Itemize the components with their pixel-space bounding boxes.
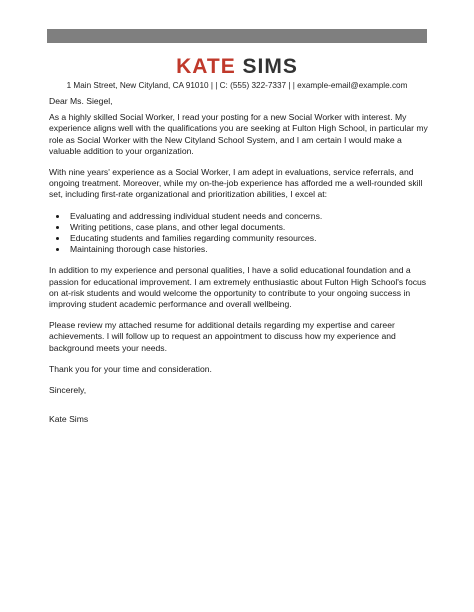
closing: Sincerely, (49, 385, 87, 396)
applicant-name (0, 54, 474, 80)
list-item: • Evaluating and addressing individual student needs and concerns. (68, 211, 431, 222)
contact-line: 1 Main Street, New Cityland, CA 91010 | | C: (555) 322-7337 | | example-email@example.com (66, 81, 408, 90)
paragraph-experience: With nine years' experience as a Social Worker, I am adept in evaluations, service referrals, and ongoing treatment. Moreover, while my on-the-job experience has afforded me a well-rounded skill set, including first-rate organizational and prioritization abilities, I excel at: (49, 167, 423, 200)
first-name: KATE (176, 55, 236, 78)
paragraph-intro: As a highly skilled Social Worker, I read your posting for a new Social Worker with interest. My experience aligns well with the qualifications you are seeking at Fulton High School, in particular my role as Social Worker with the New Cityland School System, and I am certain I would make a valuable addition to your organization. (49, 112, 428, 156)
header-bar (47, 29, 427, 43)
skills-list (49, 211, 431, 256)
list-item: • Writing petitions, case plans, and other legal documents. (68, 222, 431, 233)
paragraph-thanks: Thank you for your time and consideration. (49, 363, 212, 374)
paragraph-education: In addition to my experience and personal qualities, I have a solid educational foundation and a passion for educational improvement. I am extremely enthusiastic about Fulton High School's focus on at-risk students and would welcome the opportunity to contribute to your ongoing success in improving student academic performance and overall wellbeing. (49, 265, 427, 310)
last-name: SIMS (242, 55, 298, 78)
list-item: • Educating students and families regarding community resources. (68, 233, 431, 244)
signature: Kate Sims (49, 414, 89, 425)
salutation: Dear Ms. Siegel, (49, 96, 113, 106)
list-item: • Maintaining thorough case histories. (68, 244, 431, 255)
paragraph-followup: Please review my attached resume for additional details regarding my expertise and career achievements. I will follow up to request an appointment to discuss how my experience and background meets your needs. (49, 320, 396, 353)
letter-body (49, 96, 431, 435)
